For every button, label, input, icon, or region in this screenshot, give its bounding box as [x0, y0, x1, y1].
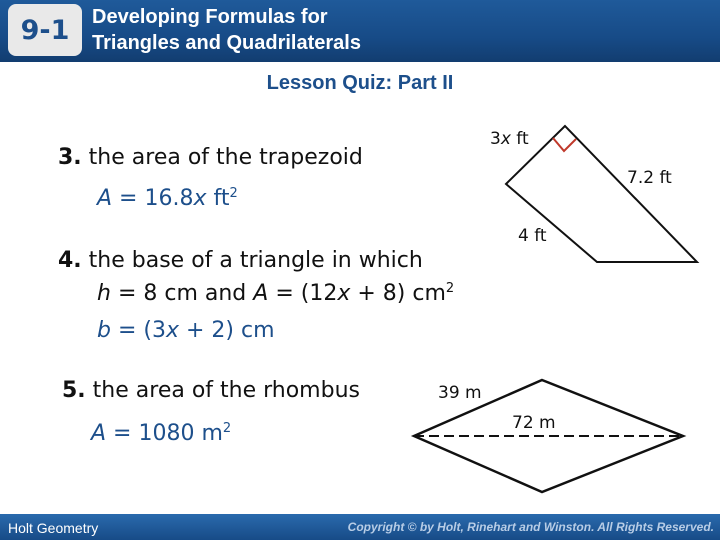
footer-bar	[0, 514, 720, 540]
q4-text-b: = (12	[268, 281, 338, 306]
page-subtitle: Lesson Quiz: Part II	[266, 72, 454, 94]
rhombus-height-label: 39 m	[438, 383, 482, 403]
footer-course: Holt Geometry	[8, 520, 99, 536]
answer-5-value: = 1080 m	[106, 421, 223, 446]
question-3-number: 3.	[58, 145, 82, 170]
header-title-line2: Triangles and Quadrilaterals	[92, 32, 361, 54]
answer-3-value: = 16.8	[112, 186, 194, 211]
question-4-text: the base of a triangle in which	[88, 248, 423, 273]
answer-3-var: A	[97, 186, 113, 211]
question-5-number: 5.	[62, 378, 86, 403]
rhombus-figure	[414, 380, 683, 492]
answer-4-var: b	[97, 318, 111, 343]
q4-text-a: = 8 cm and	[110, 281, 254, 306]
trapezoid-side-label: 4 ft	[518, 226, 547, 246]
answer-5-exponent: 2	[222, 421, 232, 436]
answer-4-a: = (3	[110, 318, 166, 343]
answer-4-b: + 2) cm	[179, 318, 275, 343]
q4-A: A	[253, 281, 269, 306]
trapezoid-figure	[490, 126, 697, 262]
question-3-text: the area of the trapezoid	[88, 145, 363, 170]
q4-text-c: + 8) cm	[350, 281, 446, 306]
answer-4-x: x	[165, 318, 179, 343]
question-4-number: 4.	[58, 248, 82, 273]
question-5-text: the area of the rhombus	[92, 378, 360, 403]
answer-3-x: x	[193, 186, 207, 211]
rhombus-diagonal-label: 72 m	[512, 413, 556, 433]
header-title-line1: Developing Formulas for	[92, 6, 328, 28]
answer-5-var: A	[91, 421, 107, 446]
q4-h: h	[97, 281, 111, 306]
q4-exponent: 2	[445, 281, 455, 296]
trapezoid-slant-label: 7.2 ft	[627, 168, 672, 188]
footer-copyright: Copyright © by Holt, Rinehart and Winston. All Rights Reserved.	[347, 520, 714, 534]
q4-x: x	[337, 281, 351, 306]
trapezoid-top-label: 3x ft	[490, 129, 529, 149]
lesson-badge: 9-1	[8, 4, 82, 56]
answer-3-exponent: 2	[229, 186, 238, 201]
answer-3-unit: ft	[206, 186, 230, 211]
right-angle-mark	[553, 138, 576, 151]
